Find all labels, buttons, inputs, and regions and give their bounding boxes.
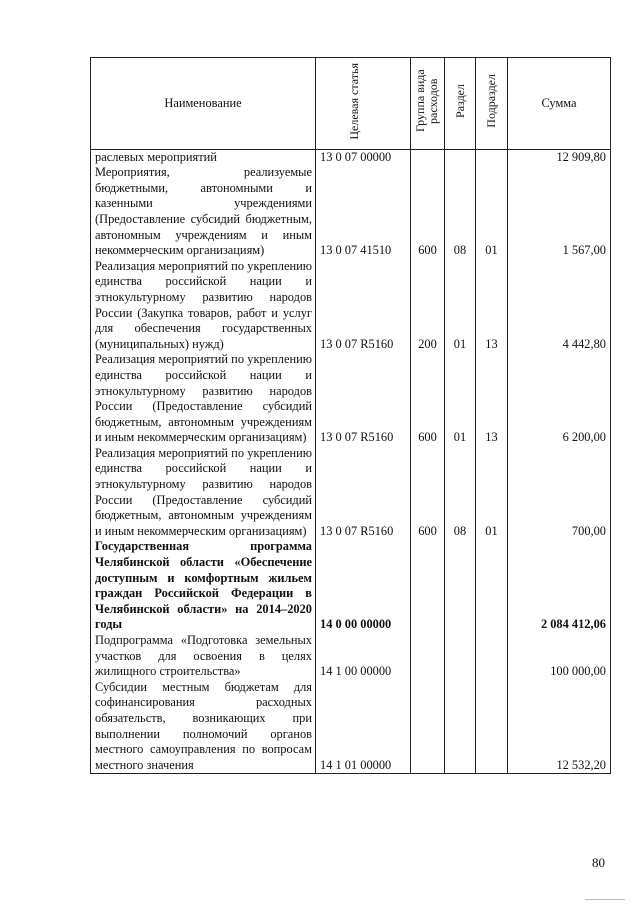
header-group-label: Группа вида расходов [412, 69, 440, 133]
row-target: 13 0 07 R5160 [316, 352, 411, 446]
row-target: 14 1 00 00000 [316, 633, 411, 680]
row-section [445, 539, 476, 633]
row-target: 14 0 00 00000 [316, 539, 411, 633]
scan-mark [585, 899, 625, 900]
row-subsection [476, 149, 508, 165]
table-header-row [91, 58, 611, 150]
row-name: Реализация мероприятий по укреплению единства российской нации и этнокультурному развитию народов России (Предоставление субсидий бюджетным, автономным учреждениям и иным некоммерческим организациям) [91, 446, 316, 540]
row-sum: 100 000,00 [508, 633, 611, 680]
header-subsection-label: Подраздел [484, 74, 498, 128]
row-section: 01 [445, 352, 476, 446]
table-row [91, 633, 611, 680]
row-group [411, 539, 445, 633]
table-row [91, 680, 611, 774]
row-name: раслевых мероприятий [91, 149, 316, 165]
row-target: 13 0 07 R5160 [316, 446, 411, 540]
header-section-label: Раздел [452, 84, 467, 118]
row-subsection: 13 [476, 259, 508, 353]
row-group: 600 [411, 352, 445, 446]
row-group [411, 149, 445, 165]
row-name: Реализация мероприятий по укреплению единства российской нации и этнокультурному развитию народов России (Закупка товаров, работ и услуг для обеспечения государственных (муниципальных) нужд) [91, 259, 316, 353]
row-section [445, 149, 476, 165]
row-target: 14 1 01 00000 [316, 680, 411, 774]
budget-table [90, 57, 611, 774]
table-row [91, 165, 611, 259]
row-group: 200 [411, 259, 445, 353]
row-sum: 700,00 [508, 446, 611, 540]
row-subsection [476, 633, 508, 680]
header-sum-label: Сумма [541, 95, 577, 110]
row-target: 13 0 07 41510 [316, 165, 411, 259]
header-group [411, 58, 445, 150]
row-group [411, 633, 445, 680]
header-name [91, 58, 316, 150]
row-subsection: 01 [476, 165, 508, 259]
row-section: 08 [445, 165, 476, 259]
header-name-label: Наименование [164, 95, 242, 110]
header-sum [508, 58, 611, 150]
row-group [411, 680, 445, 774]
table-row [91, 539, 611, 633]
header-target-label: Целевая статья [347, 62, 361, 140]
row-section: 08 [445, 446, 476, 540]
row-subsection [476, 680, 508, 774]
row-sum: 12 532,20 [508, 680, 611, 774]
row-sum: 6 200,00 [508, 352, 611, 446]
row-group: 600 [411, 165, 445, 259]
header-section [445, 58, 476, 150]
row-name: Мероприятия, реализуемые бюджетными, автономными и казенными учреждениями (Предоставление субсидий бюджетным, автономным учреждениям и иным некоммерческим организациям) [91, 165, 316, 259]
row-group: 600 [411, 446, 445, 540]
row-subsection: 13 [476, 352, 508, 446]
row-target: 13 0 07 R5160 [316, 259, 411, 353]
table-row [91, 352, 611, 446]
table-row [91, 149, 611, 165]
row-subsection: 01 [476, 446, 508, 540]
row-sum: 2 084 412,06 [508, 539, 611, 633]
row-section: 01 [445, 259, 476, 353]
row-subsection [476, 539, 508, 633]
row-name: Подпрограмма «Подготовка земельных участков для освоения в целях жилищного строительства» [91, 633, 316, 680]
table-row [91, 446, 611, 540]
row-section [445, 680, 476, 774]
row-section [445, 633, 476, 680]
header-target [316, 58, 411, 150]
header-subsection [476, 58, 508, 150]
row-name: Государственная программа Челябинской области «Обеспечение доступным и комфортным жильем граждан Российской Федерации в Челябинской области» на 2014–2020 годы [91, 539, 316, 633]
row-sum: 4 442,80 [508, 259, 611, 353]
row-sum: 12 909,80 [508, 149, 611, 165]
page-number: 80 [592, 855, 605, 870]
table-row [91, 259, 611, 353]
row-target: 13 0 07 00000 [316, 149, 411, 165]
row-name: Реализация мероприятий по укреплению единства российской нации и этнокультурному развитию народов России (Предоставление субсидий бюджетным, автономным учреждениям и иным некоммерческим организациям) [91, 352, 316, 446]
row-name: Субсидии местным бюджетам для софинансирования расходных обязательств, возникающих при выполнении полномочий органов местного самоуправления по вопросам местного значения [91, 680, 316, 774]
row-sum: 1 567,00 [508, 165, 611, 259]
